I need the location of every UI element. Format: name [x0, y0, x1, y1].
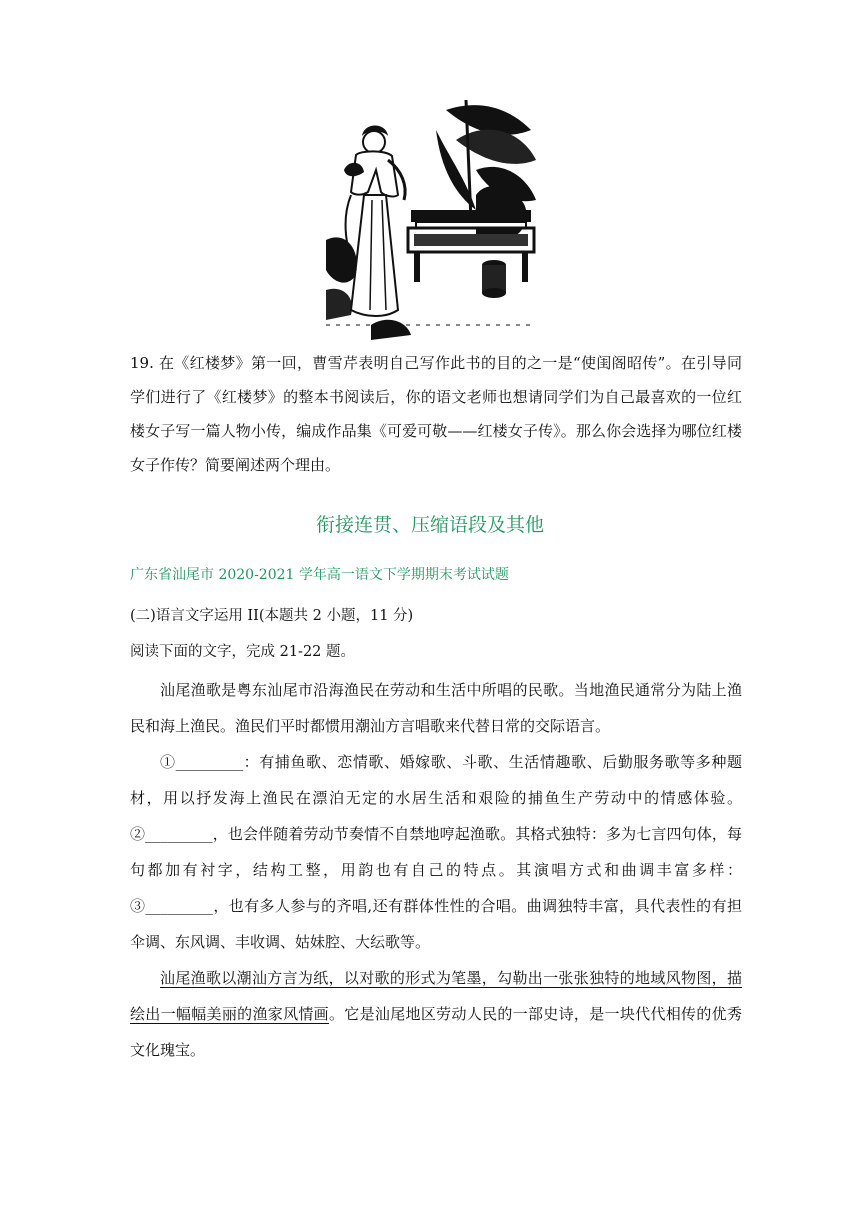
underlined-sentence: 汕尾渔歌以潮汕方言为纸，以对歌的形式为笔墨，勾勒出一张张独特的地域风物图，描绘出一幅幅美丽的渔家风情画	[130, 969, 742, 1023]
passage-paragraph-3-rest: 。它是汕尾地区劳动人民的一部史诗，是一块代代相传的优秀文化瑰宝。	[130, 1005, 742, 1059]
section-heading: 衔接连贯、压缩语段及其他	[315, 514, 544, 536]
illustration-svg	[326, 100, 536, 343]
passage-paragraph-2: ①_________：有捕鱼歌、恋情歌、婚嫁歌、斗歌、生活情趣歌、后勤服务歌等多种题材，用以抒发海上渔民在漂泊无定的水居生活和艰险的捕鱼生产劳动中的情感体验。②_________，也会伴随着劳动节奏情不自禁地哼起渔歌。其格式独特：多为七言四句体，每句都加有衬字，结构工整，用韵也有自己的特点。其演唱方式和曲调丰富多样：③_________，也有多人参与的齐唱,还有群体性性的合唱。曲调独特丰富，具代表性的有担伞调、东风调、丰收调、姑妹腔、大纭歌等。	[130, 753, 742, 951]
passage-paragraph-1: 汕尾渔歌是粤东汕尾市沿海渔民在劳动和生活中所唱的民歌。当地渔民通常分为陆上渔民和海上渔民。渔民们平时都惯用潮汕方言唱歌来代替日常的交际语言。	[130, 681, 742, 735]
question-19	[130, 346, 742, 482]
illustration-red-chamber-lady	[326, 100, 536, 343]
passage-paragraph-3	[130, 960, 742, 1068]
part-title: (二)语言文字运用 II(本题共 2 小题，11 分)	[130, 608, 414, 624]
question-19-text: 19. 在《红楼梦》第一回，曹雪芹表明自己写作此书的目的之一是“使闺阁昭传”。在引导同学们进行了《红楼梦》的整本书阅读后，你的语文老师也想请同学们为自己最喜欢的一位红楼女子写一篇人物小传，编成作品集《可爱可敬——红楼女子传》。那么你会选择为哪位红楼女子作传？简要阐述两个理由。	[130, 354, 742, 474]
reading-instruction: 阅读下面的文字，完成 21-22 题。	[130, 644, 356, 660]
exam-source: 广东省汕尾市 2020-2021 学年高一语文下学期期末考试试题	[130, 567, 509, 583]
reading-passage	[130, 672, 742, 1068]
